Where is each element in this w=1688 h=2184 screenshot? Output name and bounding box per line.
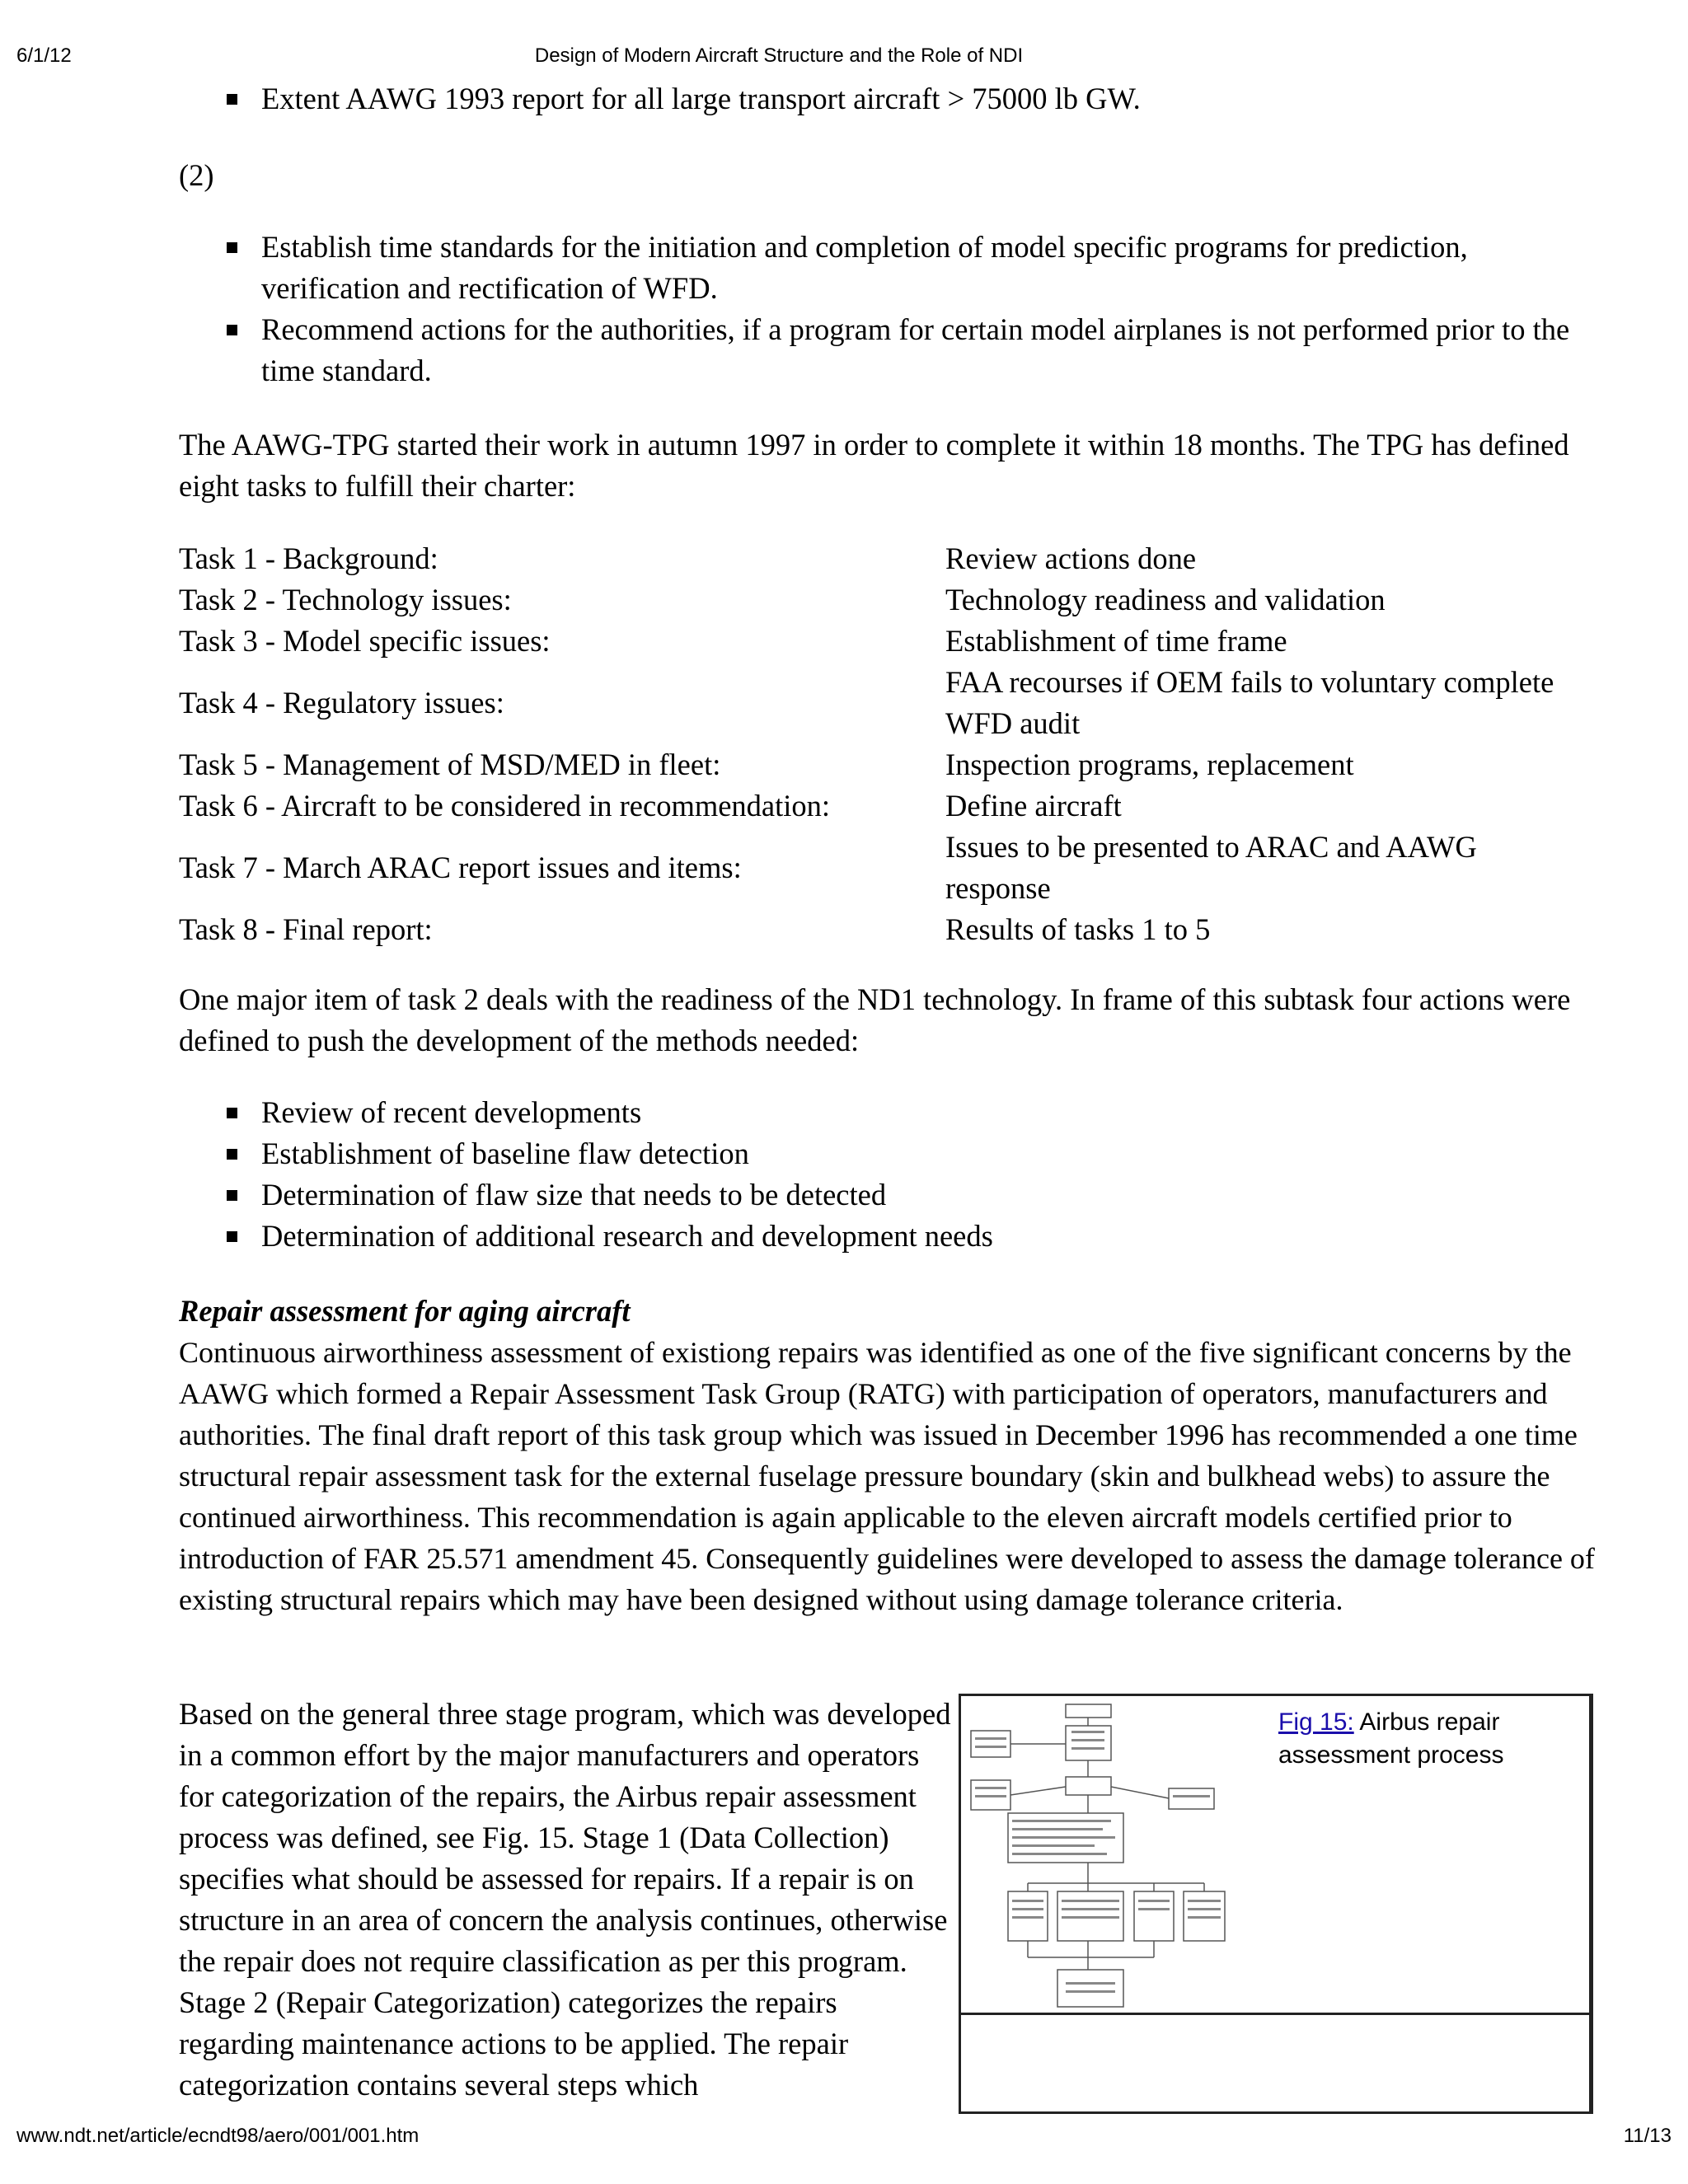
task-description: Establishment of time frame <box>945 624 1287 658</box>
table-row <box>179 621 1572 662</box>
task-name: Task 1 - Background: <box>179 541 438 575</box>
top-bullet-list <box>179 78 1605 120</box>
paragraph-repair: Continuous airworthiness assessment of existiong repairs was identified as one of the five significant concerns by the AAWG which formed a Repair Assessment Task Group (RATG) with participation of operators, manufacturers and authorities. The final draft report of this task group which was issued in December 1996 has recommended a one time structural repair assessment task for the external fuselage pressure boundary (skin and bulkhead webs) to assure the continued airworthiness. This recommendation is again applicable to the eleven aircraft models certified prior to introduction of FAR 25.571 amendment 45. Consequently guidelines were developed to assess the damage tolerance of existing structural repairs which may have been designed without using damage tolerance criteria. <box>179 1336 1595 1616</box>
figure-box <box>959 1694 1593 2114</box>
task-description: Issues to be presented to ARAC and AAWG response <box>945 830 1477 905</box>
task-name: Task 8 - Final report: <box>179 912 433 946</box>
table-row <box>179 744 1572 785</box>
figure-link[interactable]: Fig 15: <box>1278 1708 1354 1736</box>
task-name: Task 5 - Management of MSD/MED in fleet: <box>179 748 721 781</box>
task-name: Task 3 - Model specific issues: <box>179 624 551 658</box>
task-description: Inspection programs, replacement <box>945 748 1354 781</box>
figure-divider <box>961 2013 1591 2015</box>
task-description: Review actions done <box>945 541 1197 575</box>
section-marker: (2) <box>179 158 214 192</box>
repair-heading: Repair assessment for aging aircraft <box>179 1294 631 1328</box>
footer-url: www.ndt.net/article/ecndt98/aero/001/001.htm <box>16 2125 420 2147</box>
flowchart-diagram-image <box>963 1698 1268 2015</box>
table-row <box>179 579 1572 621</box>
table-row <box>179 909 1572 950</box>
task-name: Task 4 - Regulatory issues: <box>179 686 504 719</box>
actions-bullet-list <box>179 1092 1605 1257</box>
task-description: FAA recourses if OEM fails to voluntary complete WFD audit <box>945 665 1554 740</box>
task-name: Task 7 - March ARAC report issues and items: <box>179 851 742 884</box>
charter-bullet-list <box>179 227 1605 391</box>
figure-right-border <box>1589 1696 1592 2111</box>
task-name: Task 6 - Aircraft to be considered in recommendation: <box>179 789 831 823</box>
task-description: Technology readiness and validation <box>945 583 1386 616</box>
task-description: Results of tasks 1 to 5 <box>945 912 1211 946</box>
list-item: Recommend actions for the authorities, if a program for certain model airplanes is not performed prior to the time standard. <box>179 309 1605 391</box>
paragraph-tpg: The AAWG-TPG started their work in autumn 1997 in order to complete it within 18 months. The TPG has defined eight tasks to fulfill their charter: <box>179 428 1569 503</box>
figure-caption-text: Airbus repair assessment process <box>1278 1708 1504 1769</box>
list-item: Determination of additional research and development needs <box>179 1216 1605 1257</box>
table-row <box>179 827 1572 909</box>
table-row <box>179 662 1572 744</box>
list-item: Establish time standards for the initiation and completion of model specific programs for prediction, verification and rectification of WFD. <box>179 227 1605 309</box>
table-row <box>179 538 1572 579</box>
list-item: Review of recent developments <box>179 1092 1605 1133</box>
footer-page-number: 11/13 <box>1623 2125 1672 2147</box>
task-name: Task 2 - Technology issues: <box>179 583 512 616</box>
table-row <box>179 785 1572 827</box>
figure-caption <box>1278 1706 1583 1772</box>
paragraph-nd1: One major item of task 2 deals with the readiness of the ND1 technology. In frame of this subtask four actions were defined to push the development of the methods needed: <box>179 982 1571 1057</box>
list-item: Establishment of baseline flaw detection <box>179 1133 1605 1174</box>
list-item: Extent AAWG 1993 report for all large transport aircraft > 75000 lb GW. <box>179 78 1605 120</box>
list-item: Determination of flaw size that needs to be detected <box>179 1174 1605 1216</box>
task-description: Define aircraft <box>945 789 1122 823</box>
header-date: 6/1/12 <box>16 45 72 67</box>
tasks-table <box>179 538 1572 950</box>
header-title: Design of Modern Aircraft Structure and the Role of NDI <box>534 45 1024 67</box>
paragraph-stage: Based on the general three stage program, which was developed in a common effort by the major manufacturers and operators for categorization of the repairs, the Airbus repair assessment process was defined, see Fig. 15. Stage 1 (Data Collection) specifies what should be assessed for repairs. If a repair is on structure in an area of concern the analysis continues, otherwise the repair does not require classification as per this program. Stage 2 (Repair Categorization) categorizes the repairs regarding maintenance actions to be applied. The repair categorization contains several steps which <box>179 1697 951 2102</box>
